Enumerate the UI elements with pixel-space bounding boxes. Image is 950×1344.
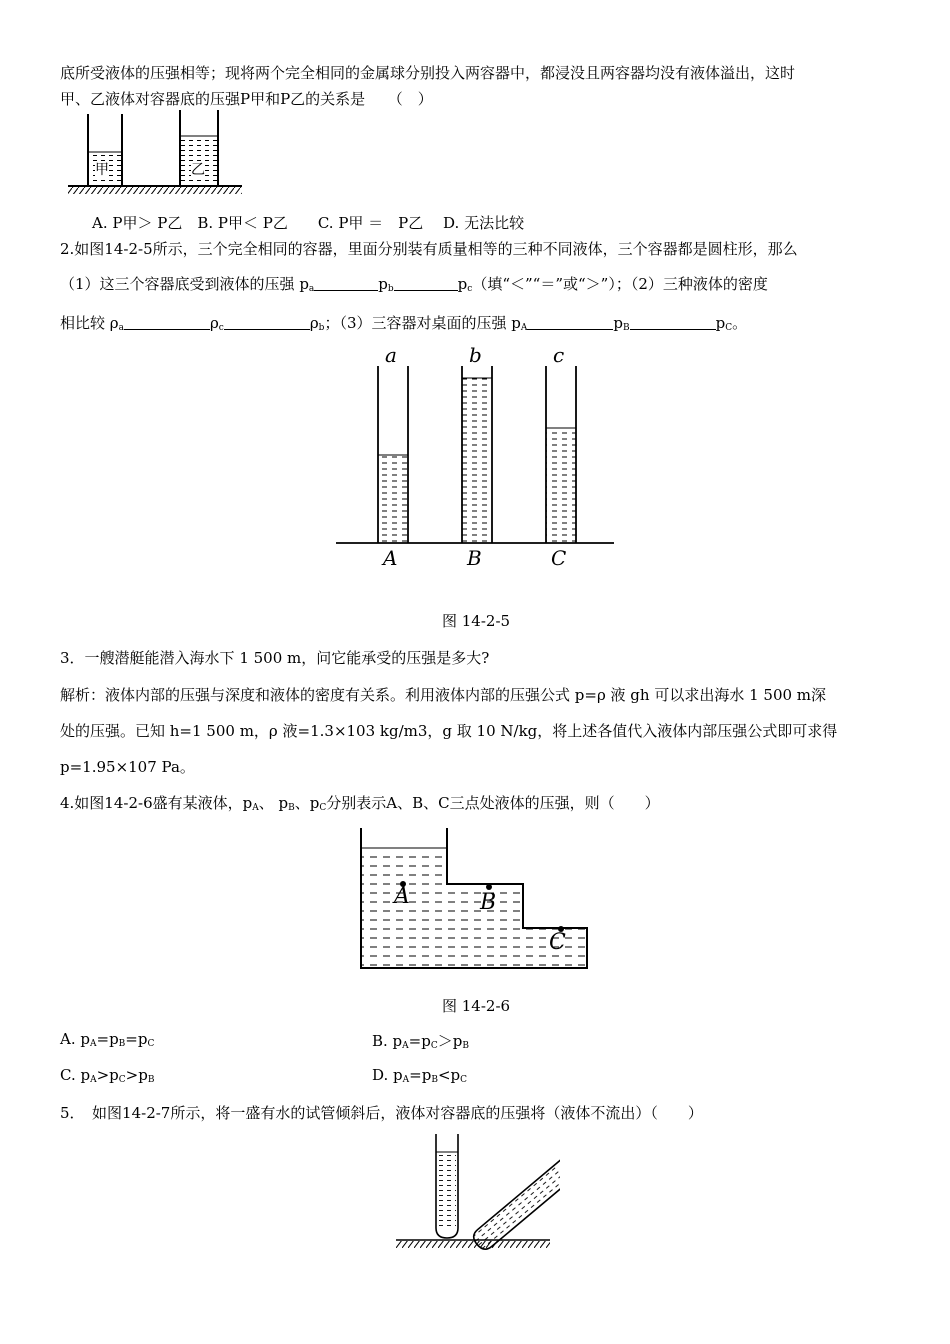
fig-point-label-C: C xyxy=(549,930,566,955)
fig-label-B: B xyxy=(467,546,482,570)
answer-blank-4[interactable] xyxy=(224,315,310,330)
fig-label-b: b xyxy=(469,343,482,367)
fig-label-c: c xyxy=(553,343,565,367)
caption-14-2-5: 图 14-2-5 xyxy=(442,612,511,630)
q1-liquid-yi xyxy=(180,136,218,186)
q5-line1: 5． 如图14-2-7所示，将一盛有水的试管倾斜后，液体对容器底的压强将（液体不流出）（ ） xyxy=(60,1104,703,1122)
tilted-tube-liquid xyxy=(470,1165,560,1252)
q2-line1: 2.如图14-2-5所示，三个完全相同的容器，里面分别装有质量相等的三种不同液体，三个容器都是圆柱形，那么 xyxy=(60,240,798,258)
q4-option-b[interactable]: B. $p_A=p_C>p_B$ xyxy=(372,1032,469,1051)
q1-label-jia: 甲 xyxy=(95,162,109,178)
q4-line1: 4.如图14-2-6盛有某液体，$p_A$、 $p_B$、$p_C$分别表示A、B、C三点处液体的压强，则（ ） xyxy=(60,794,660,813)
q4-option-a[interactable]: A. $p_A=p_B=p_C$ xyxy=(60,1030,155,1049)
liquid-a xyxy=(378,455,408,543)
fig-point-label-A: A xyxy=(394,884,410,909)
liquid-b xyxy=(462,378,492,543)
answer-blank-3[interactable] xyxy=(124,315,210,330)
q1-options: A. P甲＞ P乙 B. P甲＜ P乙 C. P甲 ＝ P乙 D. 无法比较 xyxy=(92,214,525,232)
fig-label-A: A xyxy=(383,546,398,570)
q1-line2: 甲、乙液体对容器底的压强P甲和P乙的关系是 （ ） xyxy=(60,90,433,108)
caption-14-2-6: 图 14-2-6 xyxy=(442,997,511,1015)
q1-figure xyxy=(60,108,250,196)
liquid-c xyxy=(546,428,576,543)
fig-14-2-7 xyxy=(390,1128,560,1252)
answer-blank-1[interactable] xyxy=(314,276,378,291)
q1-label-yi: 乙 xyxy=(191,162,205,178)
fig-point-label-B: B xyxy=(480,890,497,915)
q2-line2: （1）这三个容器底受到液体的压强 $p_a$ $p_b$ $p_c$（填“＜”“＝”或“＞”）；（2）三种液体的密度 xyxy=(60,275,768,294)
q3-line4: p=1.95×107 Pa。 xyxy=(60,758,195,776)
fig-label-C: C xyxy=(551,546,567,570)
answer-blank-5[interactable] xyxy=(527,315,613,330)
q2-part1: （1）这三个容器底受到液体的压强 p xyxy=(60,275,309,293)
q3-line1: 3．一艘潜艇能潜入海水下 1 500 m，问它能承受的压强是多大? xyxy=(60,649,490,667)
upright-tube-liquid xyxy=(438,1152,456,1230)
fig-14-2-5 xyxy=(330,340,620,580)
q1-line1: 底所受液体的压强相等；现将两个完全相同的金属球分别投入两容器中，都浸没且两容器均没有液体溢出，这时 xyxy=(60,64,796,82)
q3-line3: 处的压强。已知 h=1 500 m，ρ 液=1.3×103 kg/m3，g 取 10 N/kg，将上述各值代入液体内部压强公式即可求得 xyxy=(60,722,838,740)
q4-option-d[interactable]: D. $p_A=p_B<p_C$ xyxy=(372,1066,468,1085)
answer-blank-2[interactable] xyxy=(394,276,458,291)
answer-blank-6[interactable] xyxy=(630,315,716,330)
q2-line3: 相比较 $\rho_a$ $\rho_c$ $\rho_b$；（3）三容器对桌面的压强 $p_A$ $p_B$ $p_C$。 xyxy=(60,314,748,333)
q4-option-c[interactable]: C. $p_A>p_C>p_B$ xyxy=(60,1066,155,1085)
fig-label-a: a xyxy=(385,343,397,367)
q3-line2: 解析：液体内部的压强与深度和液体的密度有关系。利用液体内部的压强公式 p=ρ 液 gh 可以求出海水 1 500 m深 xyxy=(60,686,827,704)
